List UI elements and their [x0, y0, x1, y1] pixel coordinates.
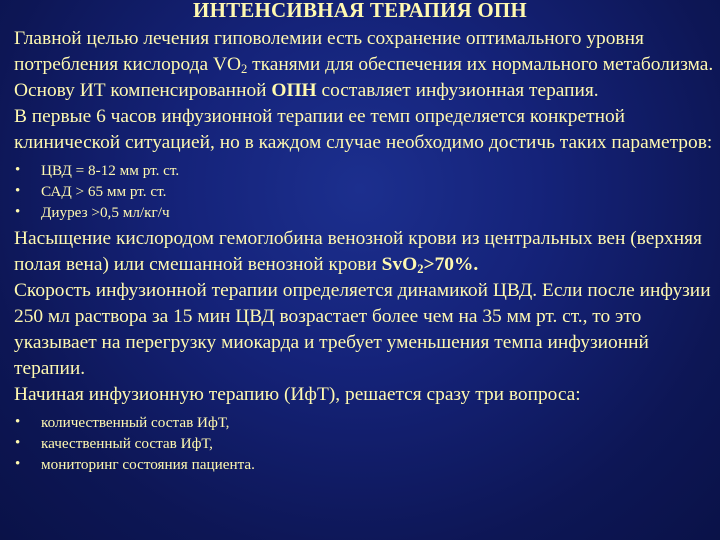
paragraph-first-6-hours: В первые 6 часов инфузионной терапии ее темп определяется конкретной клинической ситуацией, но в каждом случае необходимо достичь таких параметров: [14, 106, 713, 153]
paragraph-goal [14, 26, 714, 78]
list-item [14, 433, 714, 454]
target-parameters-list [14, 160, 714, 223]
list-item-text: Диурез >0,5 мл/кг/ч [41, 204, 170, 221]
vo2-subscript: 2 [240, 62, 248, 77]
paragraph-basis-text-1: Основу ИТ компенсированной [14, 80, 272, 101]
list-item [14, 412, 714, 433]
paragraph-three-questions: Начиная инфузионную терапию (ИфТ), решается сразу три вопроса: [14, 384, 581, 405]
list-item-text: качественный состав ИфТ, [41, 435, 213, 452]
opn-bold-term: ОПН [271, 80, 317, 101]
svo2-text: SvO [381, 254, 418, 275]
list-item [14, 160, 714, 181]
bullet-icon: • [15, 414, 21, 430]
svo2-bold-term [382, 254, 479, 275]
paragraph-basis-text-2: составляет инфузионная терапия. [316, 80, 599, 101]
svo2-subscript: 2 [417, 262, 424, 277]
slide-title: ИНТЕНСИВНАЯ ТЕРАПИЯ ОПН [193, 0, 527, 22]
bullet-icon: • [15, 204, 21, 220]
questions-list [14, 412, 714, 475]
svo2-threshold: >70%. [423, 254, 479, 275]
list-item-text: количественный состав ИфТ, [41, 414, 230, 431]
bullet-icon: • [15, 183, 21, 199]
paragraph-infusion-rate: Скорость инфузионной терапии определяется динамикой ЦВД. Если после инфузии 250 мл раствора за 15 мин ЦВД возрастает более чем на 35 мм рт. ст., то это указывает на перегрузку миокарда и требует уменьшения темпа инфузионнй терапии. [14, 280, 711, 379]
slide-body [14, 26, 714, 478]
list-item-text: ЦВД = 8-12 мм рт. ст. [41, 162, 180, 179]
list-item-text: САД > 65 мм рт. ст. [41, 183, 167, 200]
bullet-icon: • [15, 456, 21, 472]
paragraph-basis [14, 78, 714, 104]
list-item [14, 181, 714, 202]
paragraph-goal-text-2: тканями для обеспечения их нормального метаболизма. [247, 54, 714, 75]
list-item-text: мониторинг состояния пациента. [41, 456, 255, 473]
list-item [14, 202, 714, 223]
bullet-icon: • [15, 435, 21, 451]
paragraph-saturation [14, 226, 714, 278]
paragraph-saturation-text: Насыщение кислородом гемоглобина венозной крови из центральных вен (верхняя полая вена) или смешанной венозной крови [14, 228, 702, 275]
paragraph-goal-text-1: Главной целью лечения гиповолемии есть сохранение оптимального уровня потребления кислорода VO [14, 28, 644, 75]
bullet-icon: • [15, 162, 21, 178]
list-item [14, 454, 714, 475]
